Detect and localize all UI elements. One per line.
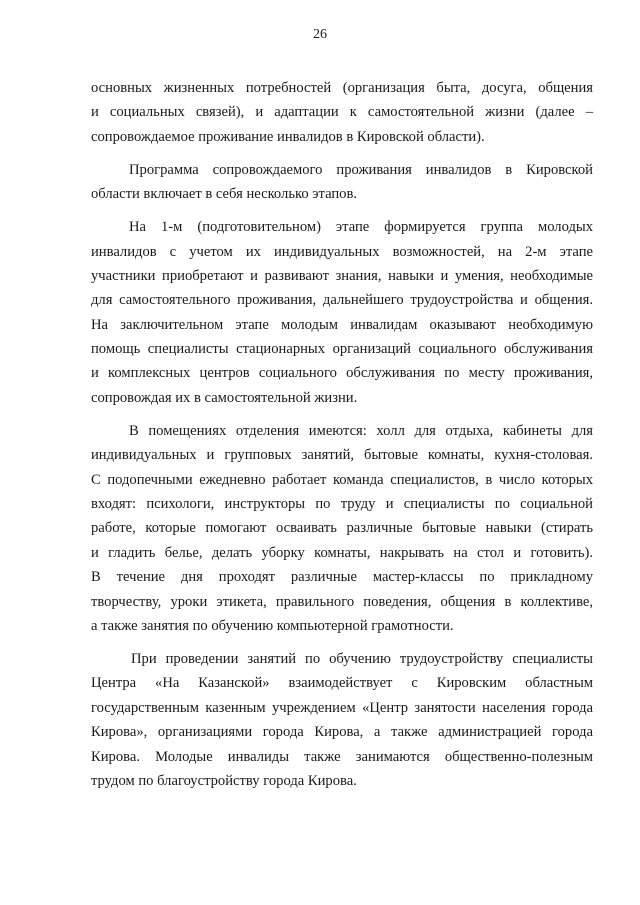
text-line: При проведении занятий по обучению трудоустройству специалисты	[131, 650, 593, 667]
page-body	[91, 76, 593, 793]
text-line: а также занятия по обучению компьютерной грамотности.	[91, 617, 454, 634]
text-line: творчеству, уроки этикета, правильного поведения, общения в коллективе,	[91, 593, 593, 610]
paragraph-2	[91, 158, 593, 207]
text-line: трудом по благоустройству города Кирова.	[91, 772, 357, 789]
text-line: и комплексных центров социального обслуживания по месту проживания,	[91, 365, 593, 382]
page-number: 26	[313, 27, 327, 42]
text-line: С подопечными ежедневно работает команда специалистов, в число которых	[91, 471, 593, 488]
text-line: Центра «На Казанской» взаимодействует с Кировским областным	[91, 675, 593, 692]
text-line: входят: психологи, инструкторы по труду и специалисты по социальной	[91, 496, 593, 513]
text-line: сопровождая их в самостоятельной жизни.	[91, 389, 358, 406]
text-line: На заключительном этапе молодым инвалидам оказывают необходимую	[91, 316, 593, 333]
text-line: Программа сопровождаемого проживания инвалидов в Кировской	[129, 161, 593, 178]
text-line: помощь специалисты стационарных организаций социального обслуживания	[91, 341, 593, 358]
text-line: В помещениях отделения имеются: холл для отдыха, кабинеты для	[129, 422, 593, 439]
paragraph-4	[91, 419, 593, 639]
paragraph-3	[91, 215, 593, 410]
text-line: области включает в себя несколько этапов.	[91, 186, 358, 203]
text-line: инвалидов с учетом их индивидуальных возможностей, на 2-м этапе	[91, 243, 593, 260]
text-line: Кирова», организациями города Кирова, а также администрацией города	[91, 724, 593, 741]
text-line: основных жизненных потребностей (организация быта, досуга, общения	[91, 80, 593, 96]
text-line: сопровождаемое проживание инвалидов в Кировской области).	[91, 128, 485, 145]
paragraph-5	[91, 647, 593, 793]
text-line: индивидуальных и групповых занятий, бытовые комнаты, кухня-столовая.	[91, 447, 593, 464]
text-line: для самостоятельного проживания, дальнейшего трудоустройства и общения.	[91, 292, 593, 309]
text-line: работе, которые помогают осваивать различные бытовые навыки (стирать	[91, 520, 593, 537]
paragraph-1	[91, 76, 593, 149]
text-line: и социальных связей), и адаптации к самостоятельной жизни (далее –	[91, 104, 593, 121]
text-line: В течение дня проходят различные мастер-классы по прикладному	[91, 569, 593, 586]
text-line: государственным казенным учреждением «Центр занятости населения города	[91, 699, 593, 716]
text-line: участники приобретают и развивают знания, навыки и умения, необходимые	[91, 267, 593, 284]
text-line: Кирова. Молодые инвалиды также занимаются общественно-полезным	[91, 748, 593, 765]
text-line: На 1-м (подготовительном) этапе формируется группа молодых	[129, 219, 593, 236]
text-line: и гладить белье, делать уборку комнаты, накрывать на стол и готовить).	[91, 544, 593, 561]
